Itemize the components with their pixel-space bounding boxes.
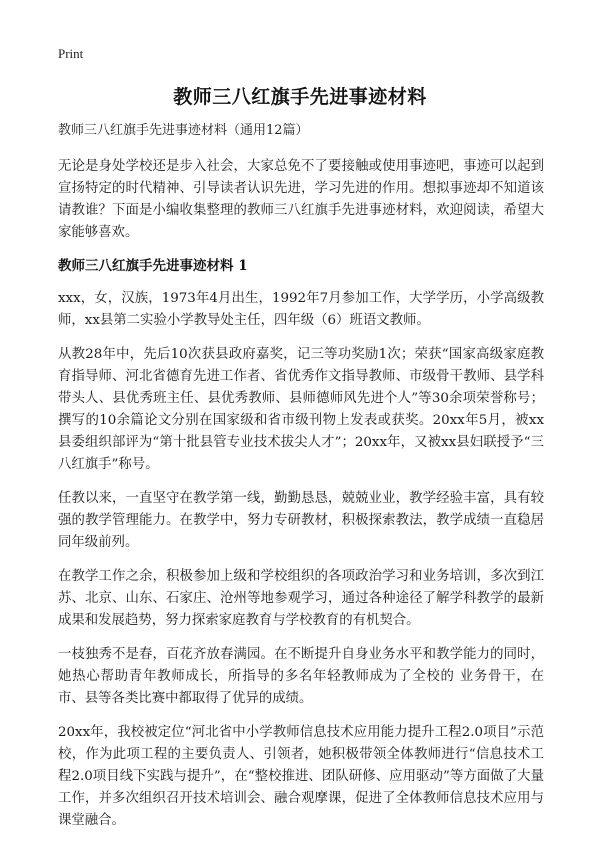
body-paragraph: 从教28年中，先后10次获县政府嘉奖，记三等功奖励1次；荣获“国家高级家庭教育指导师、河北省德育先进工作者、省优秀作文指导教师、市级骨干教师、县学科带头人、县优秀班主任、县优秀教师、县师德师风先进个人”等30余项荣誉称号；撰写的10余篇论文分别在国家级和省市级刊物上发表或获奖。20xx年5月，被xx县委组织部评为“第十批县管专业技术拔尖人才”；20xx年，又被xx县妇联授予“三八红旗手”称号。 bbox=[58, 347, 544, 472]
body-paragraph: 一枝独秀不是春，百花齐放春满园。在不断提升自身业务水平和教学能力的同时，她热心帮助青年教师成长，所指导的多名年轻教师成为了全校的 业务骨干，在市、县等各类比赛中都取得了优异的成绩。 bbox=[58, 647, 544, 706]
document-subtitle: 教师三八红旗手先进事迹材料（通用12篇） bbox=[58, 123, 309, 138]
document-body bbox=[58, 122, 544, 844]
body-paragraph: 在教学工作之余，积极参加上级和学校组织的各项政治学习和业务培训，多次到江苏、北京、山东、石家庄、沧州等地参观学习，通过各种途径了解学科教学的最新成果和发展趋势，努力探索家庭教育与学校教育的有机契合。 bbox=[58, 569, 544, 628]
document-title: 教师三八红旗手先进事迹材料 bbox=[173, 86, 427, 108]
section-heading: 教师三八红旗手先进事迹材料 1 bbox=[58, 258, 248, 274]
body-paragraph: 任教以来，一直坚守在教学第一线，勤勤恳恳，兢兢业业，教学经验丰富，具有较强的教学管理能力。在教学中，努力专研教材，积极探索教法，教学成绩一直稳居同年级前列。 bbox=[58, 491, 544, 550]
intro-paragraph: 无论是身处学校还是步入社会，大家总免不了要接触或使用事迹吧，事迹可以起到宣扬特定的时代精神、引导读者认识先进，学习先进的作用。想拟事迹却不知道该请教谁？下面是小编收集整理的教师三八红旗手先进事迹材料，欢迎阅读，希望大家能够喜欢。 bbox=[58, 159, 544, 240]
print-label[interactable]: Print bbox=[58, 46, 84, 61]
body-paragraph: 20xx年，我校被定位“河北省中小学教师信息技术应用能力提升工程2.0项目”示范校，作为此项工程的主要负责人、引领者，她积极带领全体教师进行“信息技术工程2.0项目线下实践与提升”，在“整校推进、团队研修、应用驱动”等方面做了大量工作，并多次组织召开技术培训会、融合观摩课，促进了全体教师信息技术应用与课堂融合。 bbox=[58, 725, 544, 828]
body-paragraph: xxx，女，汉族，1973年4月出生，1992年7月参加工作，大学学历，小学高级教师，xx县第二实验小学教导处主任，四年级（6）班语文教师。 bbox=[58, 291, 544, 328]
